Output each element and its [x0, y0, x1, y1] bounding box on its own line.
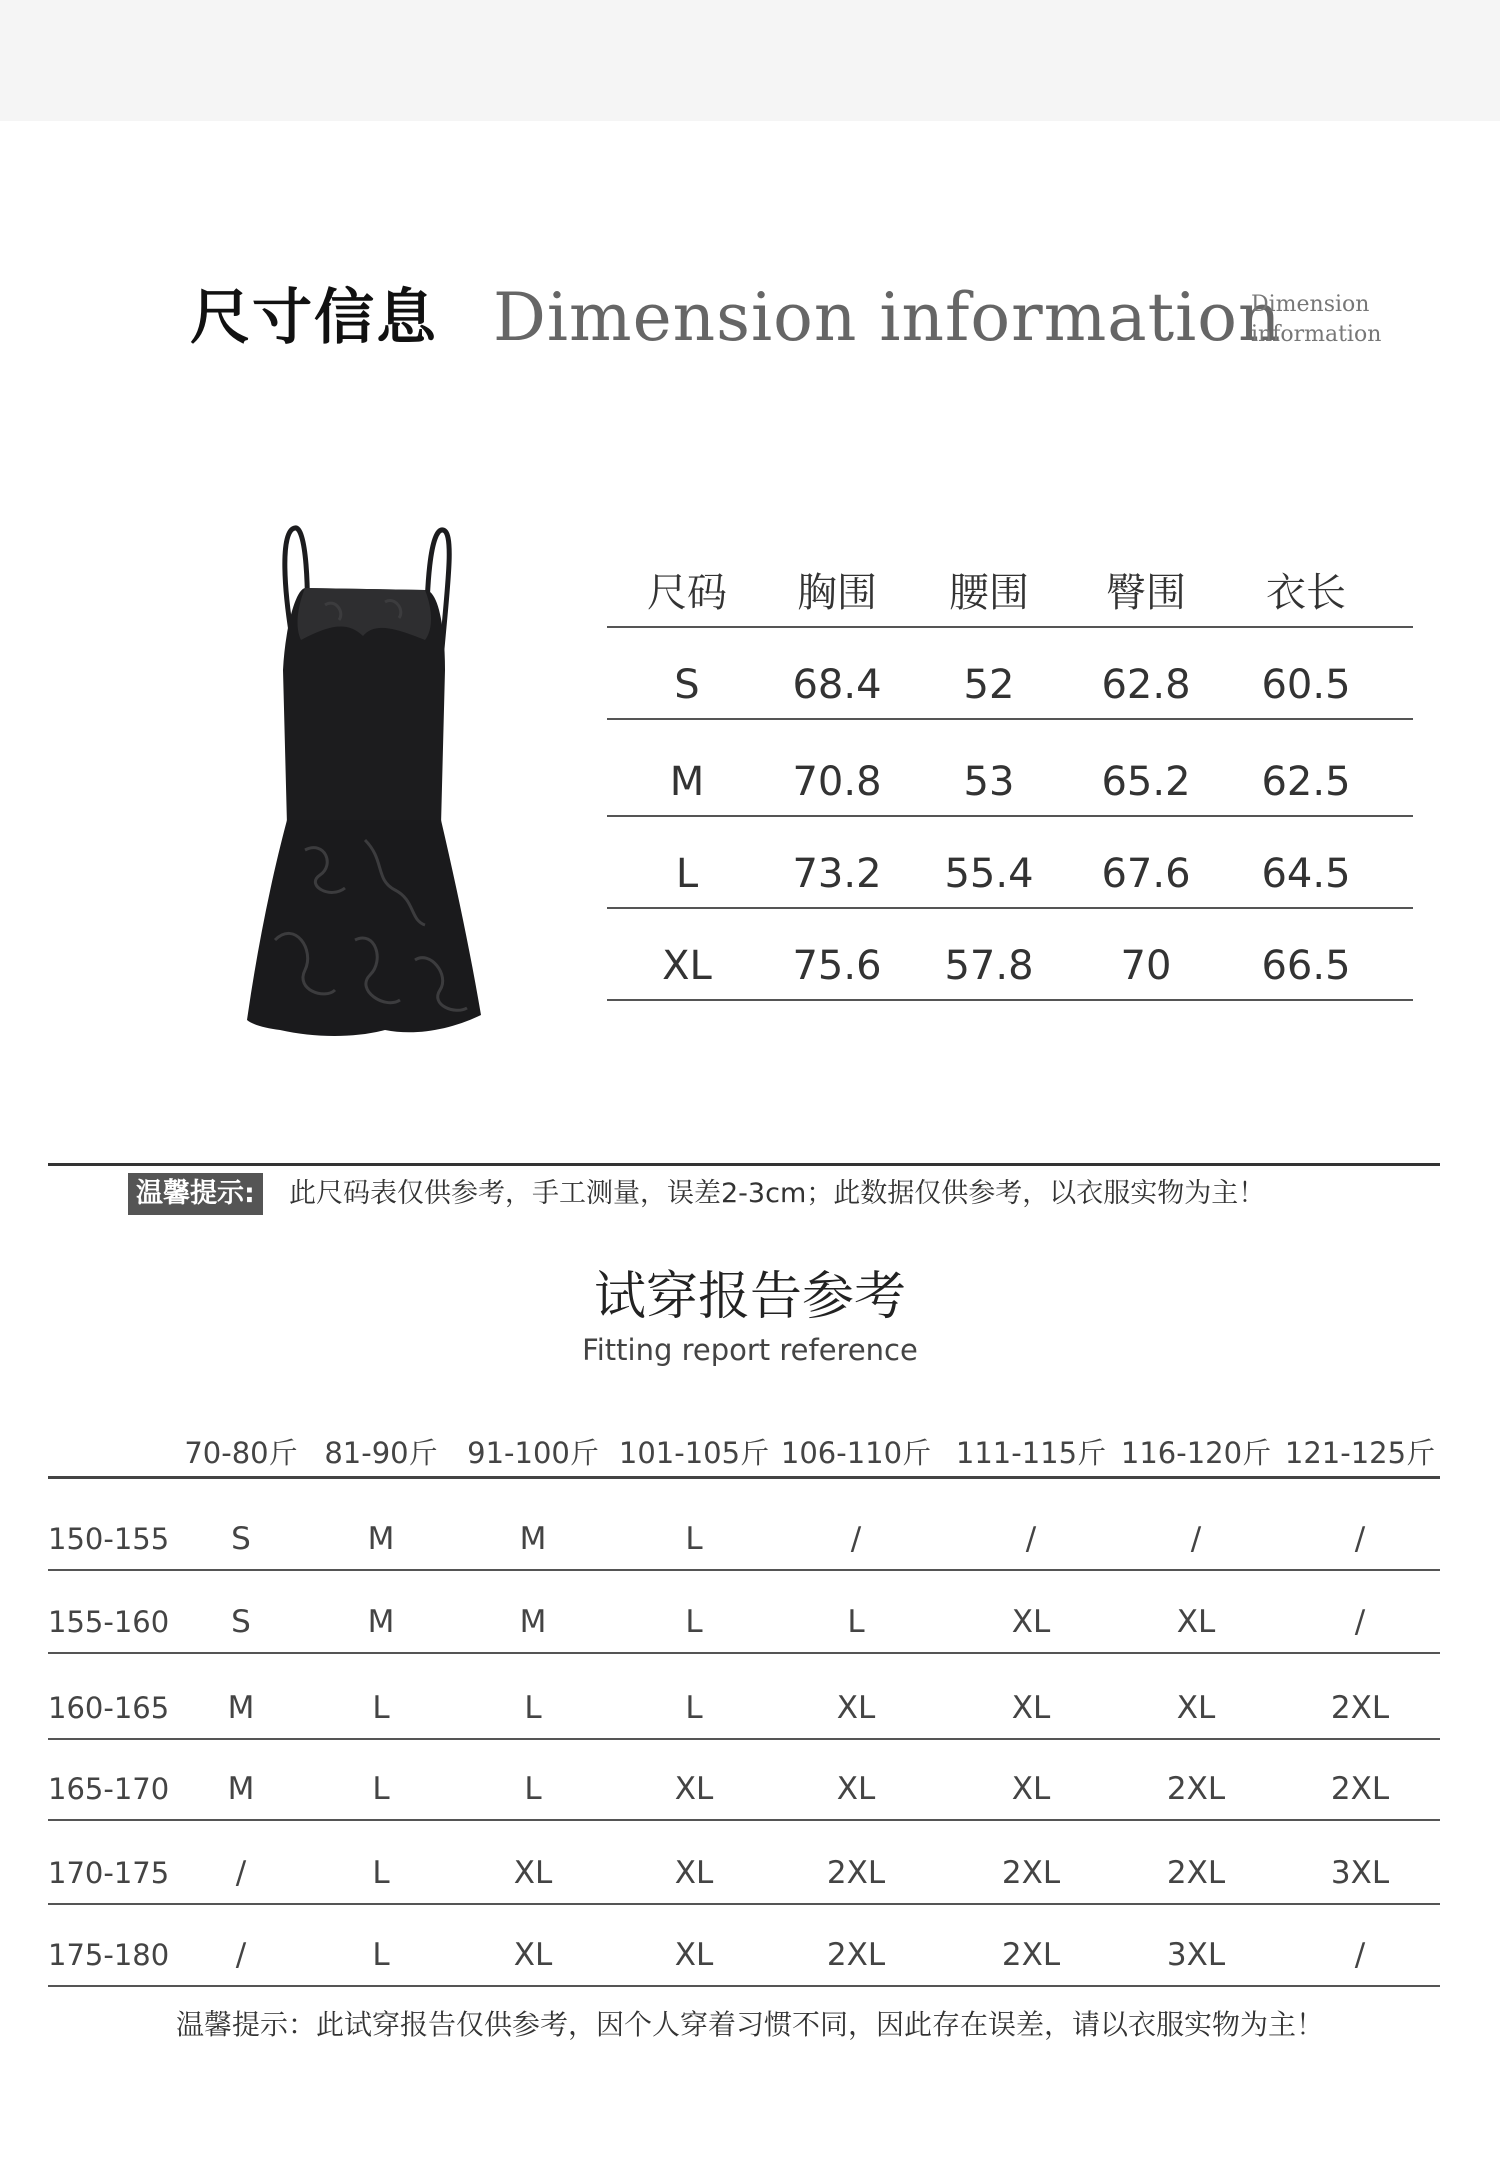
weight-column-header: 81-90斤	[324, 1436, 438, 1470]
size-cell: M	[227, 1771, 255, 1807]
size-cell: L	[685, 1690, 703, 1726]
size-cell: /	[1025, 1521, 1037, 1557]
weight-column-header: 101-105斤	[618, 1436, 770, 1470]
size-cell: /	[235, 1937, 247, 1973]
size-cell: 2XL	[1330, 1690, 1390, 1726]
cell-chest: 70.8	[792, 759, 882, 805]
cell-chest: 75.6	[792, 943, 882, 989]
size-cell: XL	[674, 1855, 714, 1891]
size-cell: L	[372, 1690, 390, 1726]
size-cell: /	[1354, 1604, 1366, 1640]
size-cell: M	[519, 1604, 547, 1640]
dimension-row-xl	[607, 933, 1413, 1001]
tip-text: 此尺码表仅供参考，手工测量，误差2-3cm；此数据仅供参考，以衣服实物为主！	[289, 1178, 1266, 1209]
fitting-row	[48, 1509, 1440, 1571]
size-cell: XL	[513, 1937, 553, 1973]
title-english: Dimension information	[493, 279, 1282, 356]
size-cell: L	[847, 1604, 865, 1640]
divider	[48, 1163, 1440, 1166]
height-label: 155-160	[48, 1605, 170, 1639]
size-cell: L	[372, 1771, 390, 1807]
dimension-header-row	[607, 560, 1413, 628]
size-cell: /	[1354, 1521, 1366, 1557]
dimension-row-s	[607, 652, 1413, 720]
height-label: 165-170	[48, 1772, 170, 1806]
weight-column-header: 106-110斤	[780, 1436, 932, 1470]
fitting-row	[48, 1759, 1440, 1821]
column-header-size: 尺码	[647, 570, 727, 616]
size-cell: L	[372, 1855, 390, 1891]
cell-chest: 68.4	[792, 662, 882, 708]
size-cell: XL	[1176, 1690, 1216, 1726]
cell-waist: 57.8	[944, 943, 1034, 989]
size-cell: XL	[674, 1771, 714, 1807]
weight-column-header: 116-120斤	[1120, 1436, 1272, 1470]
size-cell: L	[524, 1771, 542, 1807]
size-cell: M	[367, 1604, 395, 1640]
fitting-subtitle: Fitting report reference	[582, 1333, 918, 1367]
title-english-small	[1251, 290, 1381, 350]
height-label: 160-165	[48, 1691, 170, 1725]
size-cell: L	[372, 1937, 390, 1973]
size-cell: XL	[1011, 1604, 1051, 1640]
size-cell: XL	[836, 1771, 876, 1807]
cell-size: S	[674, 662, 700, 708]
size-cell: 3XL	[1166, 1937, 1226, 1973]
cell-hip: 67.6	[1101, 851, 1191, 897]
size-cell: M	[519, 1521, 547, 1557]
cell-waist: 55.4	[944, 851, 1034, 897]
size-cell: 3XL	[1330, 1855, 1390, 1891]
column-header-length: 衣长	[1266, 570, 1346, 616]
size-cell: /	[850, 1521, 862, 1557]
weight-column-header: 111-115斤	[955, 1436, 1107, 1470]
top-band	[0, 0, 1500, 121]
cell-hip: 70	[1120, 943, 1172, 989]
cell-length: 60.5	[1261, 662, 1351, 708]
size-cell: XL	[513, 1855, 553, 1891]
size-cell: M	[227, 1690, 255, 1726]
size-cell: /	[235, 1855, 247, 1891]
cell-length: 66.5	[1261, 943, 1351, 989]
fitting-header-row	[48, 1430, 1440, 1479]
cell-hip: 62.8	[1101, 662, 1191, 708]
title-chinese: 尺寸信息	[190, 283, 438, 353]
size-cell: XL	[836, 1690, 876, 1726]
size-cell: 2XL	[1001, 1937, 1061, 1973]
size-cell: XL	[1176, 1604, 1216, 1640]
weight-column-header: 70-80斤	[184, 1436, 298, 1470]
cell-chest: 73.2	[792, 851, 882, 897]
cell-size: L	[675, 851, 699, 897]
size-cell: S	[231, 1521, 251, 1557]
title-small-line2: information	[1251, 322, 1382, 347]
size-cell: XL	[1011, 1690, 1051, 1726]
size-cell: 2XL	[826, 1855, 886, 1891]
skirt	[247, 820, 481, 1036]
fitting-row	[48, 1843, 1440, 1905]
height-label: 175-180	[48, 1938, 170, 1972]
cell-size: M	[669, 759, 705, 805]
size-cell: 2XL	[1166, 1771, 1226, 1807]
dimension-row-m	[607, 749, 1413, 817]
weight-column-header: 121-125斤	[1284, 1436, 1436, 1470]
size-cell: 2XL	[826, 1937, 886, 1973]
size-cell: S	[231, 1604, 251, 1640]
height-label: 170-175	[48, 1856, 170, 1890]
size-cell: /	[1190, 1521, 1202, 1557]
size-cell: XL	[1011, 1771, 1051, 1807]
fitting-title: 试穿报告参考	[593, 1267, 906, 1327]
weight-column-header: 91-100斤	[467, 1436, 599, 1470]
fitting-row	[48, 1678, 1440, 1740]
size-cell: M	[367, 1521, 395, 1557]
size-cell: 2XL	[1330, 1771, 1390, 1807]
cell-waist: 53	[963, 759, 1015, 805]
height-label: 150-155	[48, 1522, 170, 1556]
size-cell: L	[685, 1604, 703, 1640]
size-cell: L	[685, 1521, 703, 1557]
size-cell: XL	[674, 1937, 714, 1973]
fitting-row	[48, 1925, 1440, 1987]
column-header-waist: 腰围	[949, 570, 1029, 616]
cell-size: XL	[662, 943, 712, 989]
cell-waist: 52	[963, 662, 1015, 708]
column-header-hip: 臀围	[1106, 570, 1186, 616]
dress-image	[235, 520, 491, 1040]
column-header-chest: 胸围	[797, 570, 877, 616]
fitting-tip: 温馨提示：此试穿报告仅供参考，因个人穿着习惯不同，因此存在误差，请以衣服实物为主！	[175, 2008, 1324, 2041]
dimension-row-l	[607, 841, 1413, 909]
tip-label: 温馨提示:	[128, 1173, 263, 1215]
size-cell: /	[1354, 1937, 1366, 1973]
fitting-row	[48, 1592, 1440, 1654]
size-cell: 2XL	[1001, 1855, 1061, 1891]
title-small-line1: Dimension	[1251, 292, 1370, 317]
size-cell: L	[524, 1690, 542, 1726]
cell-length: 64.5	[1261, 851, 1351, 897]
size-cell: 2XL	[1166, 1855, 1226, 1891]
cell-hip: 65.2	[1101, 759, 1191, 805]
cell-length: 62.5	[1261, 759, 1351, 805]
